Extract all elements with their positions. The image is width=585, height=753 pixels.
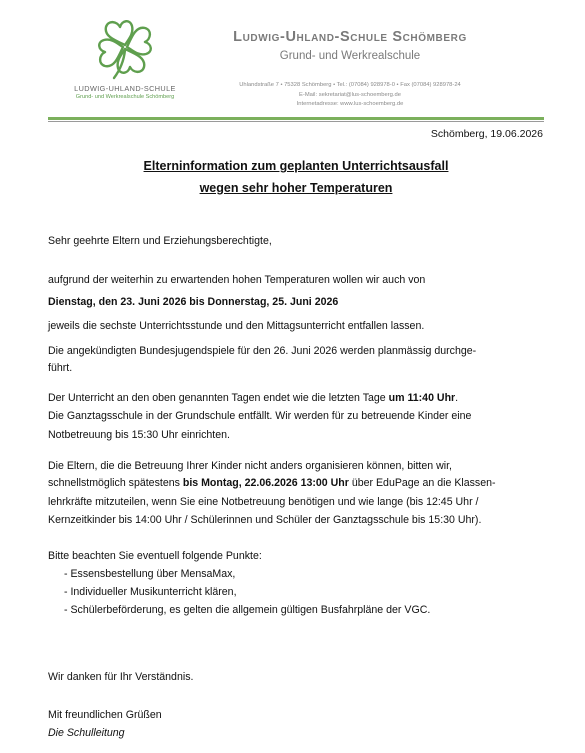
signature-line: Die Schulleitung <box>48 727 125 739</box>
contact-website-line: Internetadresse: www.lus-schoemberg.de <box>296 101 404 107</box>
list-item: - Individueller Musikunterricht klären, <box>64 586 237 598</box>
letter-title-line-2: wegen sehr hoher Temperaturen <box>199 181 393 195</box>
header-divider-green <box>48 117 544 120</box>
logo-school-name: LUDWIG-UHLAND-SCHULE <box>74 84 176 93</box>
school-name-heading: Ludwig-Uhland-Schule Schömberg <box>233 29 467 45</box>
paragraph-3-period: . <box>455 392 459 404</box>
paragraph-2-line-2: führt. <box>48 362 73 374</box>
paragraph-3-line-3: Notbetreuung bis 15:30 Uhr einrichten. <box>48 429 230 441</box>
list-intro: Bitte beachten Sie eventuell folgende Punkte: <box>48 550 262 562</box>
paragraph-4-line-2 <box>48 477 496 490</box>
letter-title-line-1: Elterninformation zum geplanten Unterrichtsausfall <box>143 159 449 173</box>
school-type-subheading: Grund- und Werkrealschule <box>279 50 421 62</box>
paragraph-3-line-1 <box>48 392 458 405</box>
closing-line: Mit freundlichen Grüßen <box>48 709 162 721</box>
contact-address-line: Uhlandstraße 7 • 75328 Schömberg • Tel.: (07084) 928978-0 • Fax (07084) 928978-24 <box>239 82 461 88</box>
clover-logo-icon <box>92 14 158 80</box>
paragraph-1-dates: Dienstag, den 23. Juni 2026 bis Donnerstag, 25. Juni 2026 <box>48 296 339 308</box>
list-item: - Schülerbeförderung, es gelten die allgemein gültigen Busfahrpläne der VGC. <box>64 604 431 616</box>
logo-school-subtitle: Grund- und Werkrealschule Schömberg <box>75 94 175 100</box>
paragraph-4-line-4: Kernzeitkinder bis 14:00 Uhr / Schülerinnen und Schüler der Ganztagsschule bis 15:30 Uhr). <box>48 514 482 526</box>
paragraph-4-line-3: lehrkräfte mitzuteilen, wenn Sie eine Notbetreuung benötigen und wie lange (bis 12:45 Uhr / <box>48 496 479 508</box>
paragraph-4-text-end: über EduPage an die Klassen- <box>348 477 496 489</box>
paragraph-3-line-2: Die Ganztagsschule in der Grundschule entfällt. Wir werden für zu betreuende Kinder eine <box>48 410 472 422</box>
salutation: Sehr geehrte Eltern und Erziehungsberechtigte, <box>48 235 272 247</box>
end-time-highlight: um 11:40 Uhr <box>388 392 456 404</box>
school-logo <box>62 14 188 104</box>
list-item: - Essensbestellung über MensaMax, <box>64 568 236 580</box>
deadline-highlight: bis Montag, 22.06.2026 13:00 Uhr <box>182 477 349 489</box>
paragraph-3-text: Der Unterricht an den oben genannten Tagen endet wie die letzten Tage <box>48 392 389 404</box>
paragraph-4-text: schnellstmöglich spätestens <box>48 477 183 489</box>
thanks-line: Wir danken für Ihr Verständnis. <box>48 671 194 683</box>
header-divider-grey <box>48 121 544 122</box>
letter-date: Schömberg, 19.06.2026 <box>430 128 543 140</box>
contact-email-line: E-Mail: sekretariat@lus-schoemberg.de <box>299 92 401 98</box>
paragraph-1-line-1: aufgrund der weiterhin zu erwartenden hohen Temperaturen wollen wir auch von <box>48 274 426 286</box>
paragraph-2-line-1: Die angekündigten Bundesjugendspiele für den 26. Juni 2026 werden planmässig durchge- <box>48 345 477 357</box>
paragraph-4-line-1: Die Eltern, die die Betreuung Ihrer Kinder nicht anders organisieren können, bitten wir, <box>48 460 452 472</box>
paragraph-1-line-3: jeweils die sechste Unterrichtsstunde und den Mittagsunterricht entfallen lassen. <box>48 320 425 332</box>
